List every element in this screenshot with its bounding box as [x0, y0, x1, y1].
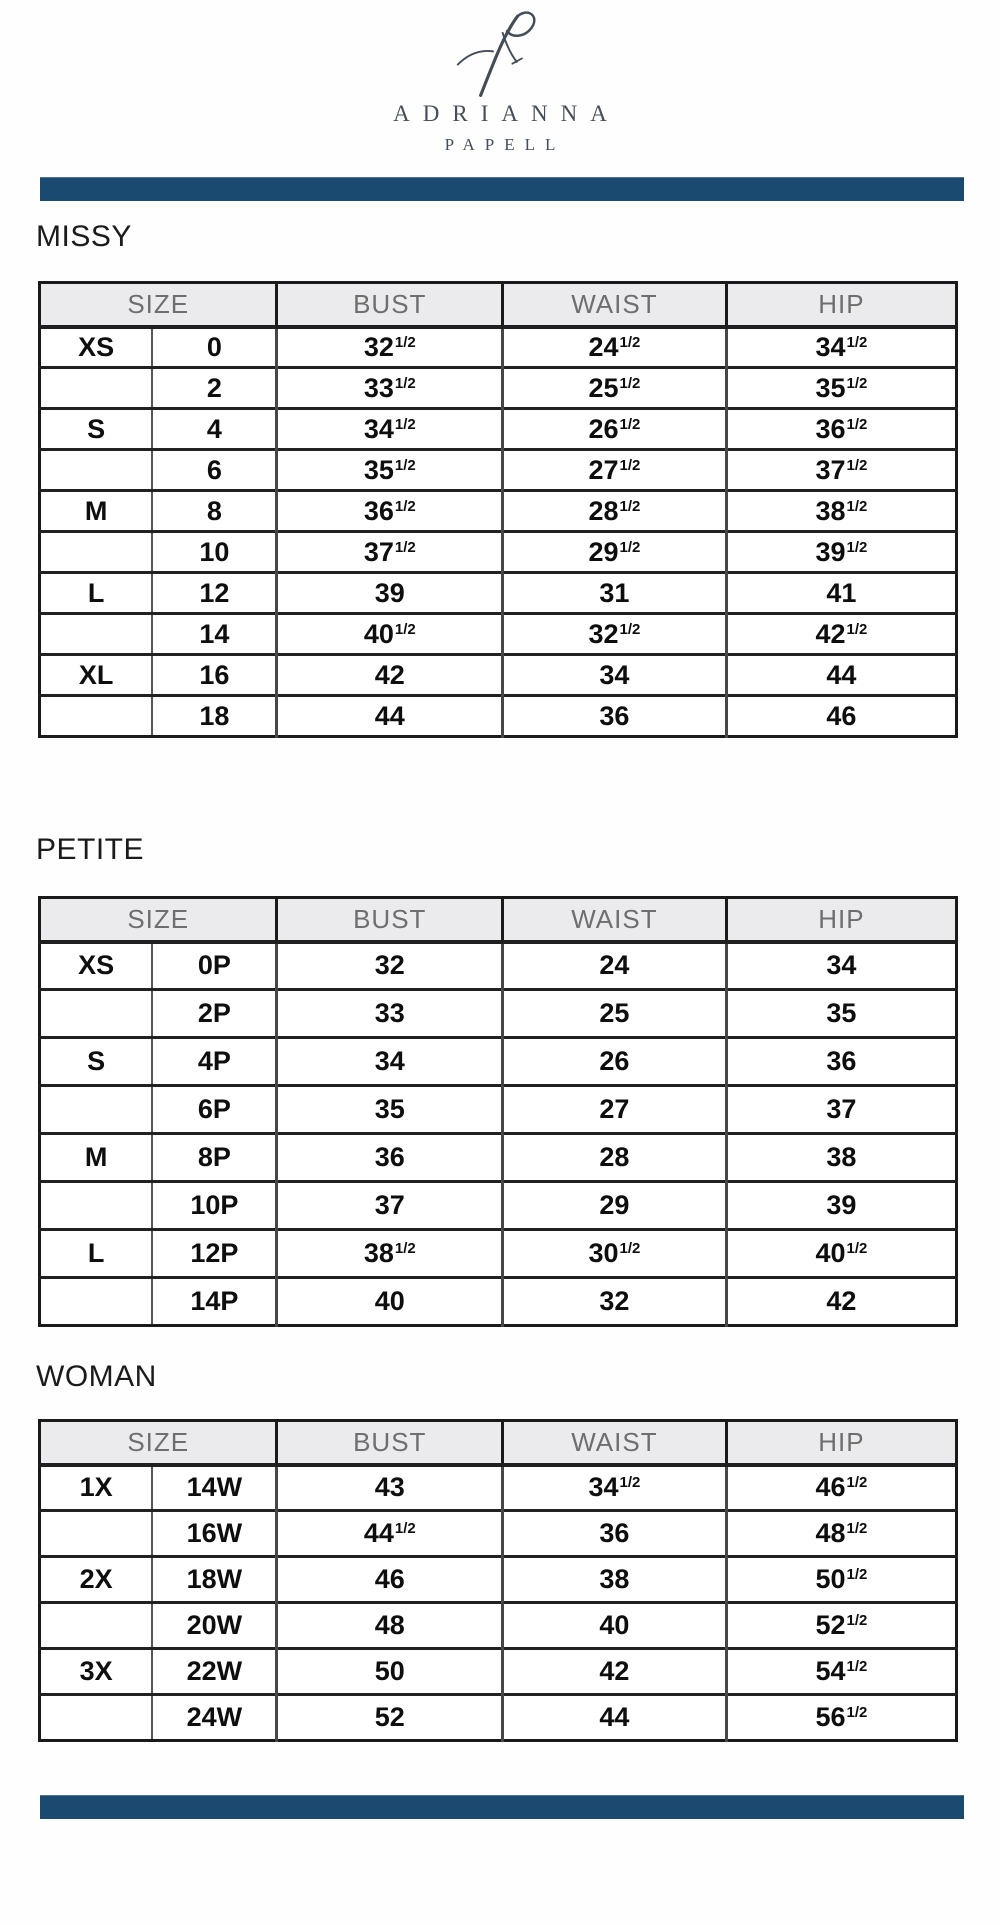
ap-script-monogram-icon [447, 10, 553, 98]
size-letter-cell: 2X [40, 1557, 153, 1603]
bust-cell: $36^{1/2}$ [277, 491, 503, 532]
half-fraction: 1/2 [846, 497, 868, 515]
hip-cell: 42 [726, 1278, 956, 1326]
hip-cell: $50^{1/2}$ [726, 1557, 956, 1603]
half-fraction: 1/2 [846, 538, 868, 556]
size-letter-cell: XS [40, 327, 153, 368]
half-fraction: 1/2 [394, 333, 416, 351]
waist-cell: 40 [503, 1603, 727, 1649]
bust-cell: 35 [277, 1086, 503, 1134]
size-letter-cell: M [40, 491, 153, 532]
waist-cell: $32^{1/2}$ [503, 614, 727, 655]
bust-cell: $32^{1/2}$ [277, 327, 503, 368]
col-header-size: SIZE [40, 898, 277, 942]
waist-cell: 29 [503, 1182, 727, 1230]
hip-cell: 35 [726, 990, 956, 1038]
size-letter-cell [40, 1603, 153, 1649]
table-row [40, 368, 957, 409]
hip-cell: 34 [726, 942, 956, 990]
half-fraction: 1/2 [394, 497, 416, 515]
half-fraction: 1/2 [619, 1474, 641, 1492]
table-row [40, 942, 957, 990]
size-number-cell: 20W [152, 1603, 277, 1649]
table-row [40, 327, 957, 368]
size-number-cell: 10 [152, 532, 277, 573]
size-letter-cell: XS [40, 942, 153, 990]
bust-cell: 46 [277, 1557, 503, 1603]
size-letter-cell [40, 614, 153, 655]
table-row [40, 1134, 957, 1182]
hip-cell: 39 [726, 1182, 956, 1230]
table-row [40, 655, 957, 696]
size-letter-cell: 1X [40, 1465, 153, 1511]
half-fraction: 1/2 [846, 1566, 868, 1583]
hip-cell: $37^{1/2}$ [726, 450, 956, 491]
bust-cell: $40^{1/2}$ [277, 614, 503, 655]
table-row [40, 1649, 957, 1695]
waist-cell: 26 [503, 1038, 727, 1086]
table-row [40, 1038, 957, 1086]
bust-cell: $35^{1/2}$ [277, 450, 503, 491]
hip-cell: 36 [726, 1038, 956, 1086]
hip-cell: $40^{1/2}$ [726, 1230, 956, 1278]
size-letter-cell: 3X [40, 1649, 153, 1695]
size-letter-cell: S [40, 1038, 153, 1086]
size-letter-cell [40, 450, 153, 491]
table-row [40, 1511, 957, 1557]
size-number-cell: 6 [152, 450, 277, 491]
header-row [40, 898, 957, 942]
hip-cell: $48^{1/2}$ [726, 1511, 956, 1557]
size-letter-cell [40, 1278, 153, 1326]
hip-cell: 37 [726, 1086, 956, 1134]
size-number-cell: 0 [152, 327, 277, 368]
table-row [40, 1086, 957, 1134]
brand-logo [0, 10, 1000, 155]
woman-size-table [38, 1419, 958, 1742]
petite-size-table [38, 896, 958, 1327]
size-number-cell: 14P [152, 1278, 277, 1326]
hip-cell: $52^{1/2}$ [726, 1603, 956, 1649]
top-divider-bar [40, 177, 964, 201]
table-row [40, 532, 957, 573]
col-header-size: SIZE [40, 1421, 277, 1465]
col-header-bust: BUST [277, 898, 503, 942]
section-title-petite: PETITE [36, 833, 145, 866]
waist-cell: $24^{1/2}$ [503, 327, 727, 368]
size-letter-cell [40, 990, 153, 1038]
size-letter-cell [40, 1086, 153, 1134]
half-fraction: 1/2 [846, 1240, 868, 1257]
bust-cell: 34 [277, 1038, 503, 1086]
half-fraction: 1/2 [394, 538, 416, 556]
hip-cell: $39^{1/2}$ [726, 532, 956, 573]
half-fraction: 1/2 [846, 1474, 868, 1492]
half-fraction: 1/2 [619, 1240, 641, 1257]
table-row [40, 614, 957, 655]
size-number-cell: 18W [152, 1557, 277, 1603]
hip-cell: 41 [726, 573, 956, 614]
table-row [40, 450, 957, 491]
col-header-bust: BUST [277, 283, 503, 327]
waist-cell: $28^{1/2}$ [503, 491, 727, 532]
waist-cell: $29^{1/2}$ [503, 532, 727, 573]
size-letter-cell: L [40, 573, 153, 614]
half-fraction: 1/2 [619, 497, 641, 515]
size-number-cell: 0P [152, 942, 277, 990]
bust-cell: $34^{1/2}$ [277, 409, 503, 450]
size-number-cell: 16W [152, 1511, 277, 1557]
section-title-woman: WOMAN [36, 1360, 157, 1393]
header-row [40, 283, 957, 327]
half-fraction: 1/2 [846, 1658, 868, 1675]
hip-cell: $36^{1/2}$ [726, 409, 956, 450]
half-fraction: 1/2 [619, 456, 641, 474]
brand-name-line1: ADRIANNA [393, 101, 620, 126]
size-number-cell: 14W [152, 1465, 277, 1511]
hip-cell: 38 [726, 1134, 956, 1182]
bust-cell: 43 [277, 1465, 503, 1511]
col-header-waist: WAIST [503, 898, 727, 942]
half-fraction: 1/2 [619, 620, 641, 638]
waist-cell: 28 [503, 1134, 727, 1182]
size-number-cell: 8P [152, 1134, 277, 1182]
half-fraction: 1/2 [846, 456, 868, 474]
table-row [40, 1695, 957, 1741]
col-header-size: SIZE [40, 283, 277, 327]
size-letter-cell [40, 1695, 153, 1741]
bust-cell: 52 [277, 1695, 503, 1741]
size-letter-cell: S [40, 409, 153, 450]
hip-cell: $56^{1/2}$ [726, 1695, 956, 1741]
bottom-divider-bar [40, 1795, 964, 1819]
half-fraction: 1/2 [394, 374, 416, 392]
waist-cell: 27 [503, 1086, 727, 1134]
bust-cell: $37^{1/2}$ [277, 532, 503, 573]
col-header-waist: WAIST [503, 1421, 727, 1465]
size-number-cell: 18 [152, 696, 277, 737]
half-fraction: 1/2 [846, 415, 868, 433]
hip-cell: $42^{1/2}$ [726, 614, 956, 655]
col-header-waist: WAIST [503, 283, 727, 327]
size-letter-cell [40, 1511, 153, 1557]
hip-cell: 46 [726, 696, 956, 737]
size-number-cell: 6P [152, 1086, 277, 1134]
col-header-bust: BUST [277, 1421, 503, 1465]
hip-cell: $35^{1/2}$ [726, 368, 956, 409]
hip-cell: $46^{1/2}$ [726, 1465, 956, 1511]
bust-cell: $33^{1/2}$ [277, 368, 503, 409]
size-letter-cell [40, 696, 153, 737]
brand-name-line2: PAPELL [444, 135, 566, 154]
half-fraction: 1/2 [619, 415, 641, 433]
half-fraction: 1/2 [619, 333, 641, 351]
half-fraction: 1/2 [846, 1612, 868, 1629]
section-title-missy: MISSY [36, 220, 132, 253]
half-fraction: 1/2 [846, 1520, 868, 1537]
waist-cell: $25^{1/2}$ [503, 368, 727, 409]
bust-cell: 37 [277, 1182, 503, 1230]
waist-cell: $34^{1/2}$ [503, 1465, 727, 1511]
size-letter-cell [40, 532, 153, 573]
half-fraction: 1/2 [394, 620, 416, 638]
waist-cell: 32 [503, 1278, 727, 1326]
bust-cell: 50 [277, 1649, 503, 1695]
size-letter-cell [40, 1182, 153, 1230]
table-row [40, 1603, 957, 1649]
bust-cell: $44^{1/2}$ [277, 1511, 503, 1557]
bust-cell: 48 [277, 1603, 503, 1649]
half-fraction: 1/2 [846, 374, 868, 392]
hip-cell: $38^{1/2}$ [726, 491, 956, 532]
waist-cell: 42 [503, 1649, 727, 1695]
hip-cell: $34^{1/2}$ [726, 327, 956, 368]
size-number-cell: 10P [152, 1182, 277, 1230]
waist-cell: 36 [503, 696, 727, 737]
table-row [40, 1465, 957, 1511]
waist-cell: 25 [503, 990, 727, 1038]
half-fraction: 1/2 [394, 1520, 416, 1537]
size-number-cell: 16 [152, 655, 277, 696]
table-row [40, 696, 957, 737]
size-number-cell: 2 [152, 368, 277, 409]
size-number-cell: 12 [152, 573, 277, 614]
size-number-cell: 22W [152, 1649, 277, 1695]
half-fraction: 1/2 [846, 333, 868, 351]
col-header-hip: HIP [726, 283, 956, 327]
waist-cell: $30^{1/2}$ [503, 1230, 727, 1278]
waist-cell: 24 [503, 942, 727, 990]
table-row [40, 409, 957, 450]
half-fraction: 1/2 [619, 374, 641, 392]
waist-cell: 38 [503, 1557, 727, 1603]
waist-cell: 44 [503, 1695, 727, 1741]
size-number-cell: 2P [152, 990, 277, 1038]
size-number-cell: 12P [152, 1230, 277, 1278]
table-row [40, 573, 957, 614]
bust-cell: 36 [277, 1134, 503, 1182]
waist-cell: 36 [503, 1511, 727, 1557]
size-letter-cell: M [40, 1134, 153, 1182]
hip-cell: 44 [726, 655, 956, 696]
col-header-hip: HIP [726, 1421, 956, 1465]
table-row [40, 990, 957, 1038]
half-fraction: 1/2 [394, 1240, 416, 1257]
table-row [40, 1182, 957, 1230]
half-fraction: 1/2 [394, 415, 416, 433]
size-letter-cell: L [40, 1230, 153, 1278]
size-number-cell: 14 [152, 614, 277, 655]
size-number-cell: 4P [152, 1038, 277, 1086]
bust-cell: 32 [277, 942, 503, 990]
bust-cell: 40 [277, 1278, 503, 1326]
hip-cell: $54^{1/2}$ [726, 1649, 956, 1695]
half-fraction: 1/2 [619, 538, 641, 556]
table-row [40, 1557, 957, 1603]
bust-cell: 42 [277, 655, 503, 696]
header-row [40, 1421, 957, 1465]
half-fraction: 1/2 [394, 456, 416, 474]
size-number-cell: 24W [152, 1695, 277, 1741]
waist-cell: 34 [503, 655, 727, 696]
col-header-hip: HIP [726, 898, 956, 942]
table-row [40, 1278, 957, 1326]
half-fraction: 1/2 [846, 620, 868, 638]
waist-cell: 31 [503, 573, 727, 614]
waist-cell: $27^{1/2}$ [503, 450, 727, 491]
size-number-cell: 4 [152, 409, 277, 450]
size-number-cell: 8 [152, 491, 277, 532]
missy-size-table [38, 281, 958, 738]
size-letter-cell [40, 368, 153, 409]
bust-cell: $38^{1/2}$ [277, 1230, 503, 1278]
half-fraction: 1/2 [846, 1704, 868, 1721]
waist-cell: $26^{1/2}$ [503, 409, 727, 450]
bust-cell: 39 [277, 573, 503, 614]
bust-cell: 44 [277, 696, 503, 737]
size-letter-cell: XL [40, 655, 153, 696]
bust-cell: 33 [277, 990, 503, 1038]
table-row [40, 491, 957, 532]
table-row [40, 1230, 957, 1278]
